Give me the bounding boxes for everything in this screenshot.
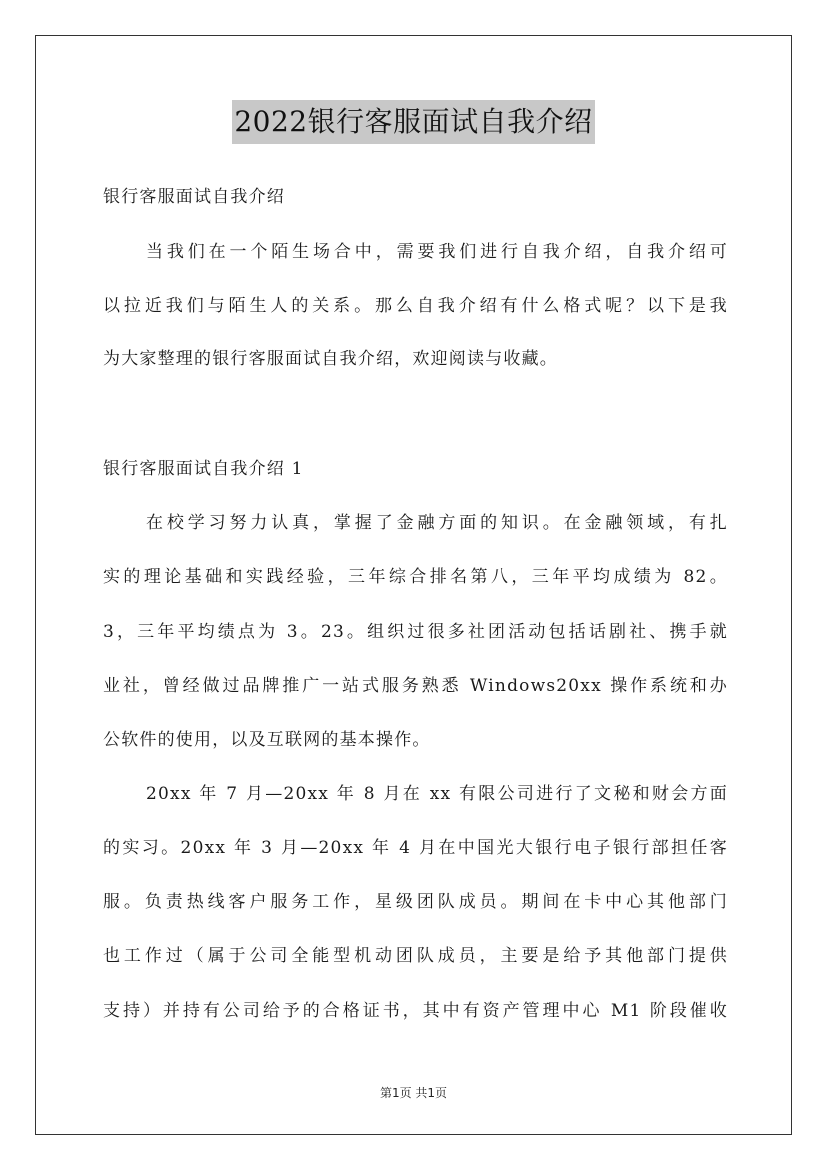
paragraph-line: 当我们在一个陌生场合中，需要我们进行自我介绍，自我介绍可	[146, 242, 728, 262]
section-heading: 银行客服面试自我介绍	[103, 187, 285, 207]
paragraph-line: 为大家整理的银行客服面试自我介绍，欢迎阅读与收藏。	[103, 349, 558, 369]
paragraph-line: 实的理论基础和实践经验，三年综合排名第八，三年平均成绩为 82。	[103, 567, 728, 587]
paragraph-line: 以拉近我们与陌生人的关系。那么自我介绍有什么格式呢？以下是我	[103, 296, 728, 316]
title-container	[0, 100, 827, 144]
paragraph-line: 也工作过（属于公司全能型机动团队成员，主要是给予其他部门提供	[103, 946, 728, 966]
paragraph-line: 3，三年平均绩点为 3。23。组织过很多社团活动包括话剧社、携手就	[103, 622, 728, 642]
paragraph-line: 20xx 年 7 月—20xx 年 8 月在 xx 有限公司进行了文秘和财会方面	[146, 784, 728, 804]
paragraph-line: 服。负责热线客户服务工作，星级团队成员。期间在卡中心其他部门	[103, 892, 728, 912]
paragraph-line: 的实习。20xx 年 3 月—20xx 年 4 月在中国光大银行电子银行部担任客	[103, 838, 728, 858]
section-heading: 银行客服面试自我介绍 1	[103, 459, 304, 479]
paragraph-line: 在校学习努力认真，掌握了金融方面的知识。在金融领域，有扎	[146, 513, 728, 533]
document-title: 2022银行客服面试自我介绍	[232, 100, 594, 144]
paragraph-line: 支持）并持有公司给予的合格证书，其中有资产管理中心 M1 阶段催收	[103, 1001, 728, 1021]
paragraph-line: 公软件的使用，以及互联网的基本操作。	[103, 730, 431, 750]
page-footer: 第1页 共1页	[379, 1086, 448, 1100]
paragraph-line: 业社，曾经做过品牌推广一站式服务熟悉 Windows20xx 操作系统和办	[103, 676, 728, 696]
